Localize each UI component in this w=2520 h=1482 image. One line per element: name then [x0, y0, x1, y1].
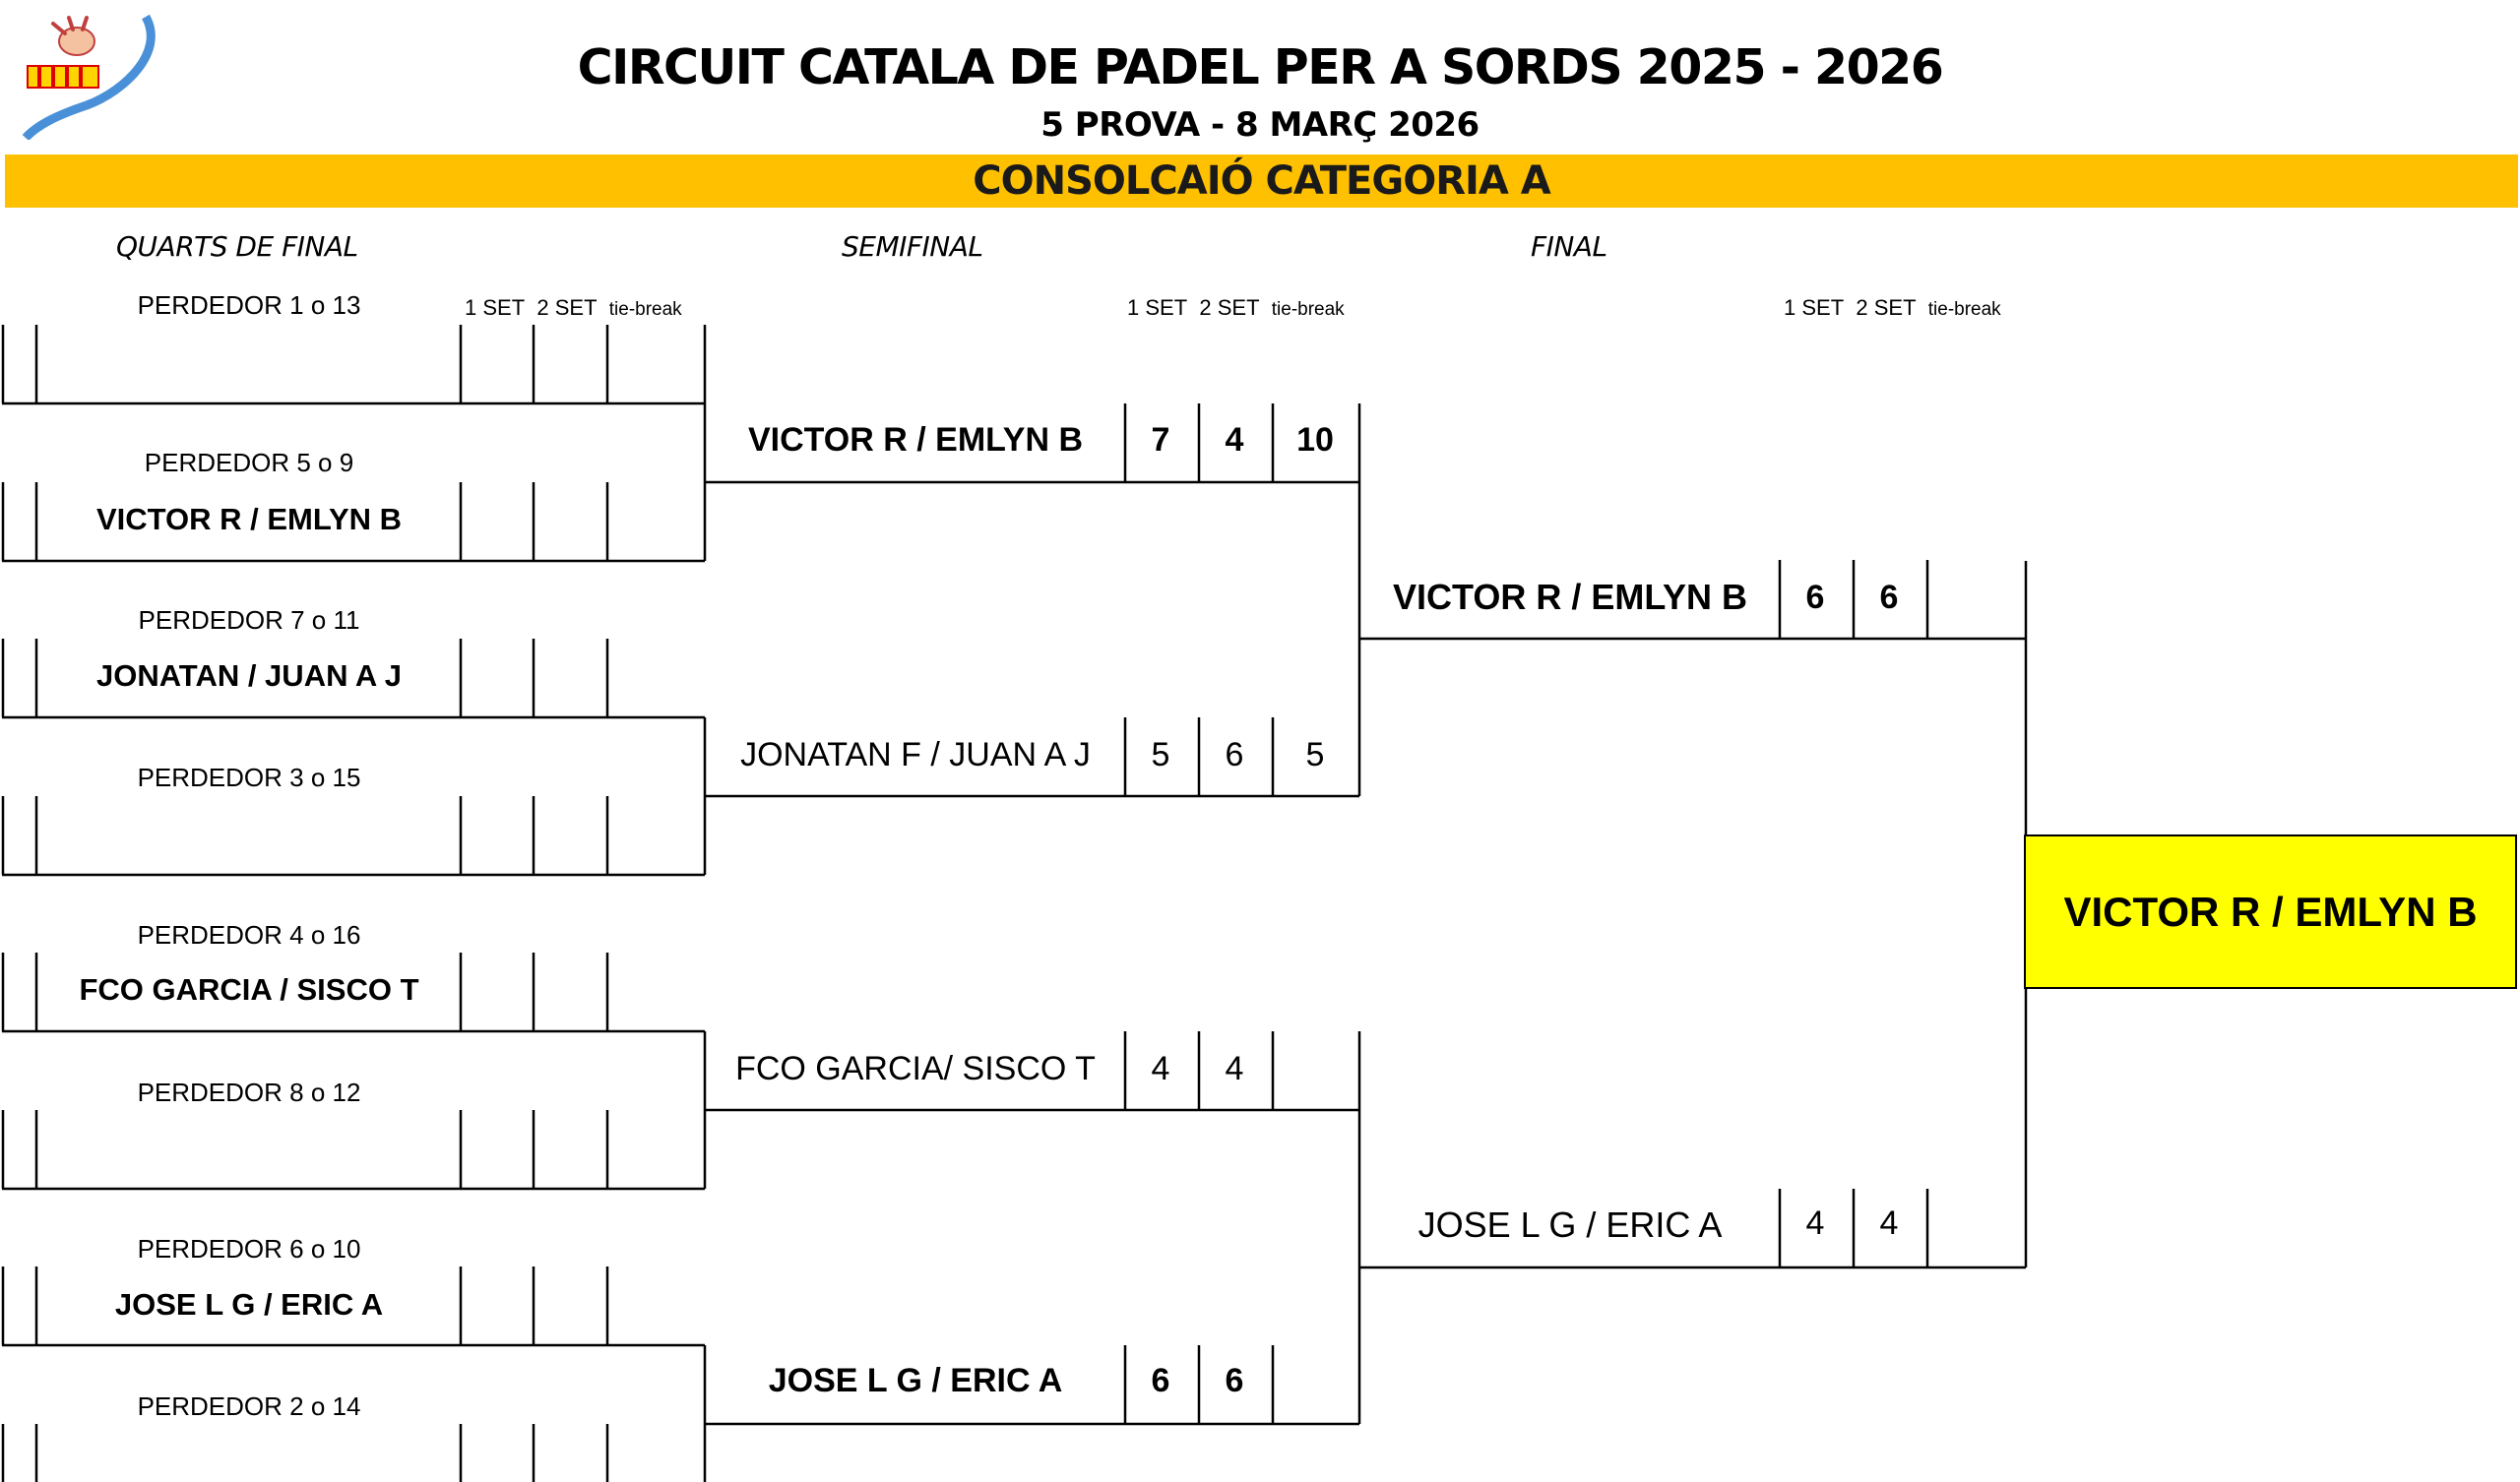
- sf-slot-1-tiebreak: 10: [1296, 421, 1334, 459]
- qf-slot-2-label: PERDEDOR 5 o 9: [144, 448, 354, 477]
- champion-name: VICTOR R / EMLYN B: [2063, 889, 2478, 935]
- page-title: CIRCUIT CATALA DE PADEL PER A SORDS 2025 - 2026: [577, 39, 1943, 95]
- set1-header: 1 SET: [465, 295, 526, 320]
- final-slot-2-set1: 4: [1805, 1204, 1825, 1242]
- set1-header: 1 SET: [1127, 295, 1188, 320]
- page-subtitle: 5 PROVA - 8 MARÇ 2026: [1040, 105, 1480, 145]
- qf-slot-5-name: FCO GARCIA / SISCO T: [79, 972, 419, 1007]
- final-slot-1-set2: 6: [1879, 579, 1899, 616]
- category-banner: [5, 154, 2518, 208]
- category-title: CONSOLCAIÓ CATEGORIA A: [973, 158, 1550, 204]
- sf-slot-4-set1: 6: [1151, 1362, 1170, 1399]
- set-header-qf: [465, 295, 682, 321]
- qf-slot-7-label: PERDEDOR 6 o 10: [137, 1234, 361, 1264]
- qf-slot-1-label: PERDEDOR 1 o 13: [137, 290, 361, 320]
- set-header-sf: [1127, 295, 1345, 321]
- tiebreak-header: tie-break: [1271, 299, 1345, 320]
- sf-slot-2-tiebreak: 5: [1305, 736, 1325, 773]
- sf-slot-3-set2: 4: [1225, 1050, 1244, 1087]
- sf-slot-4-set2: 6: [1225, 1362, 1244, 1399]
- qf-slot-4-label: PERDEDOR 3 o 15: [137, 763, 361, 792]
- set2-header: 2 SET: [1856, 295, 1917, 320]
- sf-slot-2-set1: 5: [1151, 736, 1170, 773]
- final-slot-2-name: JOSE L G / ERIC A: [1418, 1204, 1723, 1245]
- champion-box: [2024, 834, 2517, 989]
- final-slot-1-set1: 6: [1805, 579, 1825, 616]
- sf-slot-1-set2: 4: [1225, 421, 1244, 459]
- sf-slot-2-name: JONATAN F / JUAN A J: [740, 736, 1091, 773]
- qf-slot-3-name: JONATAN / JUAN A J: [95, 658, 403, 693]
- round-label-semifinal: SEMIFINAL: [842, 230, 983, 263]
- sf-slot-4-name: JOSE L G / ERIC A: [768, 1362, 1063, 1399]
- qf-slot-6-label: PERDEDOR 8 o 12: [137, 1078, 361, 1107]
- set2-header: 2 SET: [536, 295, 598, 320]
- sf-slot-2-set2: 6: [1225, 736, 1244, 773]
- final-slot-1-name: VICTOR R / EMLYN B: [1392, 577, 1748, 617]
- set2-header: 2 SET: [1199, 295, 1260, 320]
- set1-header: 1 SET: [1784, 295, 1845, 320]
- sf-slot-3-name: FCO GARCIA/ SISCO T: [735, 1050, 1096, 1087]
- round-label-quarterfinal: QUARTS DE FINAL: [116, 230, 358, 263]
- tiebreak-header: tie-break: [1927, 299, 2001, 320]
- sf-slot-3-set1: 4: [1151, 1050, 1170, 1087]
- round-label-final: FINAL: [1531, 230, 1607, 263]
- final-slot-2-set2: 4: [1879, 1204, 1899, 1242]
- qf-slot-8-label: PERDEDOR 2 o 14: [137, 1391, 361, 1421]
- qf-slot-5-label: PERDEDOR 4 o 16: [137, 920, 361, 950]
- sf-slot-1-name: VICTOR R / EMLYN B: [747, 421, 1084, 459]
- qf-slot-2-name: VICTOR R / EMLYN B: [95, 502, 403, 536]
- sf-slot-1-set1: 7: [1151, 421, 1170, 459]
- set-header-final: [1784, 295, 2001, 321]
- qf-slot-7-name: JOSE L G / ERIC A: [114, 1287, 384, 1322]
- qf-slot-3-label: PERDEDOR 7 o 11: [138, 605, 360, 635]
- tiebreak-header: tie-break: [608, 299, 682, 320]
